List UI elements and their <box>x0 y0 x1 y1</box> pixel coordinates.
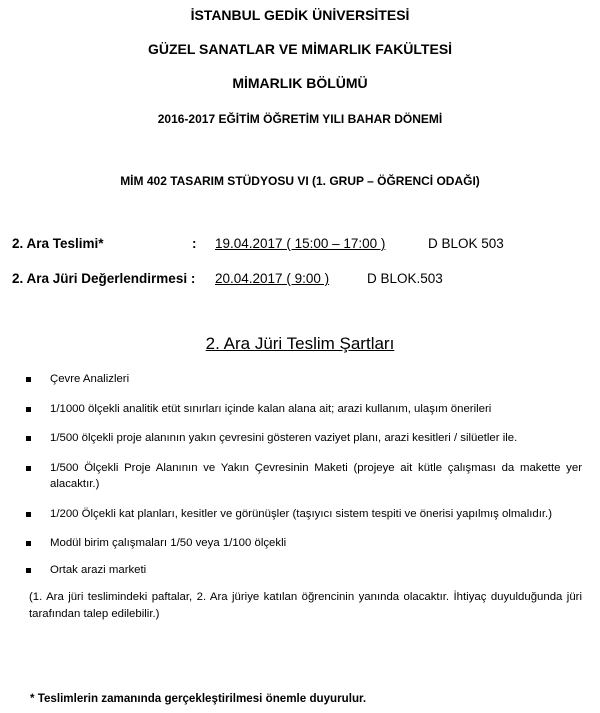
bullet-icon <box>26 466 31 471</box>
requirements-note: (1. Ara jüri teslimindeki paftalar, 2. Ara jüriye katılan öğrencinin yanında olacaktır. İhtiyaç duyulduğunda jüri tarafından talep edilebilir.) <box>29 591 582 620</box>
requirement-item: Çevre Analizleri <box>50 373 130 385</box>
schedule-place: D BLOK 503 <box>428 236 504 251</box>
schedule-place: D BLOK.503 <box>367 271 443 286</box>
course-title: MİM 402 TASARIM STÜDYOSU VI (1. GRUP – ÖĞRENCİ ODAĞI) <box>120 174 480 188</box>
requirement-item: 1/500 Ölçekli Proje Alanının ve Yakın Çevresinin Maketi (projeye ait kütle çalışması da makette yer alacaktır.) <box>50 462 582 490</box>
bullet-icon <box>26 407 31 412</box>
schedule-colon: : <box>192 236 197 251</box>
requirement-item: Ortak arazi marketi <box>50 564 147 576</box>
university-name: İSTANBUL GEDİK ÜNİVERSİTESİ <box>190 7 410 23</box>
bullet-icon <box>26 541 31 546</box>
academic-term: 2016-2017 EĞİTİM ÖĞRETİM YILI BAHAR DÖNEMİ <box>157 112 443 126</box>
requirement-item: 1/1000 ölçekli analitik etüt sınırları içinde kalan alana ait; arazi kullanım, ulaşım önerileri <box>50 403 492 415</box>
bullet-icon <box>26 436 31 441</box>
bullet-icon <box>26 377 31 382</box>
requirement-item: Modül birim çalışmaları 1/50 veya 1/100 ölçekli <box>50 537 287 549</box>
footer-note: * Teslimlerin zamanında gerçekleştirilmesi önemle duyurulur. <box>30 692 367 705</box>
requirement-item: 1/500 ölçekli proje alanının yakın çevresini gösteren vaziyet planı, arazi kesitleri / silüetler ile. <box>50 432 518 444</box>
bullet-icon <box>26 512 31 517</box>
requirement-item: 1/200 Ölçekli kat planları, kesitler ve görünüşler (taşıyıcı sistem tespiti ve önerisi yapılmış olmalıdır.) <box>50 508 553 520</box>
schedule-label: 2. Ara Teslimi* <box>12 236 104 251</box>
schedule-label: 2. Ara Jüri Değerlendirmesi : <box>12 271 196 286</box>
schedule-date: 19.04.2017 ( 15:00 – 17:00 ) <box>215 236 386 251</box>
schedule-date: 20.04.2017 ( 9:00 ) <box>215 271 330 286</box>
bullet-icon <box>26 568 31 573</box>
section-title: 2. Ara Jüri Teslim Şartları <box>205 334 395 353</box>
faculty-name: GÜZEL SANATLAR VE MİMARLIK FAKÜLTESİ <box>147 41 453 57</box>
department-name: MİMARLIK BÖLÜMÜ <box>232 75 368 91</box>
